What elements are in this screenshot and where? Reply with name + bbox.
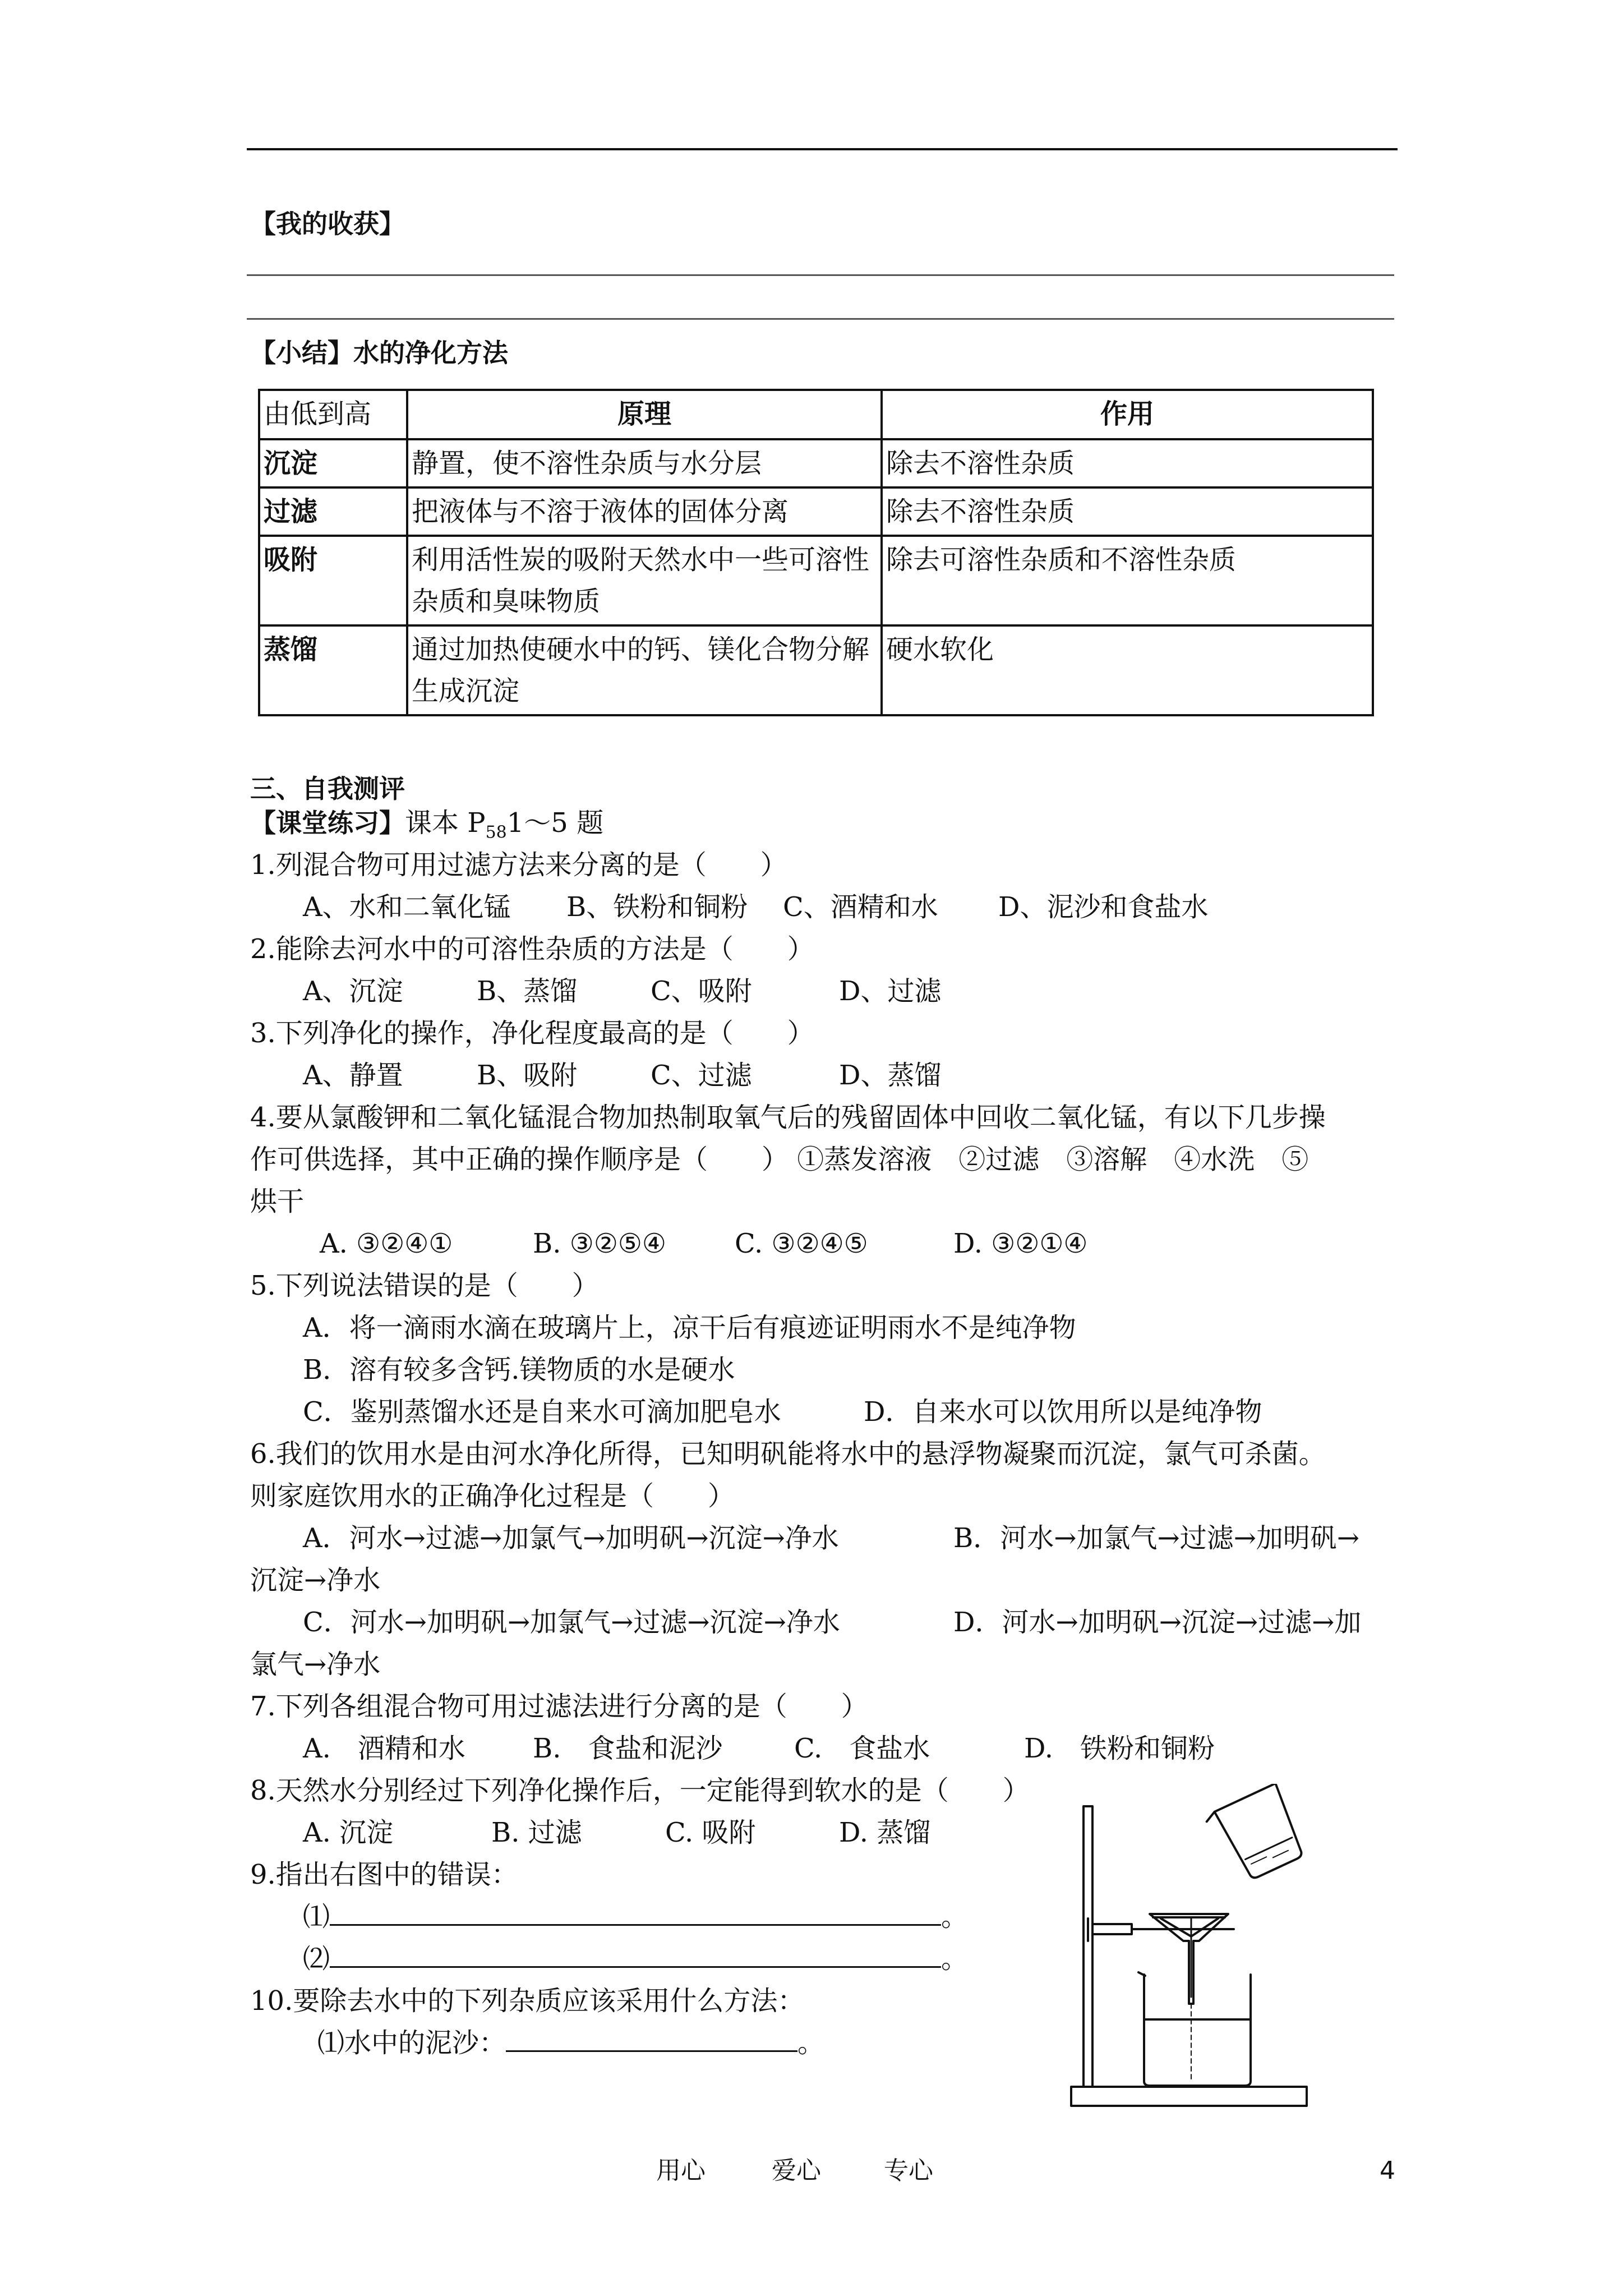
q1-option-b: B、铁粉和铜粉	[566, 891, 748, 923]
pouring-beaker	[1204, 1784, 1308, 1887]
question-6-line-1: 6.我们的饮用水是由河水净化所得，已知明矾能将水中的悬浮物凝聚而沉淀，氯气可杀菌。	[250, 1438, 1326, 1470]
effect-cell: 除去不溶性杂质	[882, 439, 1373, 487]
table-row	[259, 536, 1373, 625]
table-header-row	[259, 390, 1373, 439]
q3-option-b: B、吸附	[477, 1060, 578, 1091]
q2-option-d: D、过滤	[839, 976, 942, 1007]
q5-option-d: D．自来水可以饮用所以是纯净物	[864, 1396, 1262, 1428]
question-8: 8.天然水分别经过下列净化操作后，一定能得到软水的是（ ）	[250, 1775, 1030, 1806]
q6-option-b-cont: 沉淀→净水	[250, 1565, 381, 1596]
harvest-title: 【我的收获】	[250, 209, 405, 239]
q6-option-c: C．河水→加明矾→加氯气→过滤→沉淀→净水	[303, 1607, 840, 1638]
q9-answer-2	[303, 1942, 968, 1976]
stand-base	[1071, 2087, 1307, 2106]
beaker	[1144, 1975, 1251, 2086]
table-row	[259, 487, 1373, 536]
question-3: 3.下列净化的操作，净化程度最高的是（ ）	[250, 1018, 814, 1049]
principle-cell: 静置，使不溶性杂质与水分层	[407, 439, 882, 487]
q8-option-b: B. 过滤	[491, 1817, 582, 1848]
header-order: 由低到高	[259, 390, 407, 439]
header-principle: 原理	[407, 390, 882, 439]
q9-answer-1	[303, 1900, 968, 1934]
q1-option-c: C、酒精和水	[783, 891, 938, 923]
question-4-line-2: 作可供选择，其中正确的操作顺序是（ ） ①蒸发溶液 ②过滤 ③溶解 ④水洗 ⑤	[250, 1144, 1309, 1175]
q4-option-b: B. ③②⑤④	[533, 1228, 666, 1259]
q6-option-d: D．河水→加明矾→沉淀→过滤→加	[953, 1607, 1362, 1638]
q7-option-a: A. 酒精和水	[303, 1733, 465, 1764]
question-1: 1.列混合物可用过滤方法来分离的是（ ）	[250, 849, 787, 881]
question-6-line-2: 则家庭饮用水的正确净化过程是（ ）	[250, 1480, 735, 1512]
header-rule	[247, 148, 1398, 150]
q2-option-b: B、蒸馏	[477, 976, 578, 1007]
principle-cell: 利用活性炭的吸附天然水中一些可溶性杂质和臭味物质	[407, 536, 882, 625]
question-10: 10.要除去水中的下列杂质应该采用什么方法：	[250, 1985, 805, 2017]
q4-option-a: A. ③②④①	[320, 1228, 453, 1259]
q9-answer-1-marker: ⑴	[303, 1901, 330, 1932]
q6-option-b: B．河水→加氯气→过滤→加明矾→	[953, 1522, 1360, 1554]
table-row	[259, 439, 1373, 487]
question-4-line-3: 烘干	[250, 1186, 305, 1217]
question-7: 7.下列各组混合物可用过滤法进行分离的是（ ）	[250, 1691, 868, 1722]
q4-option-d: D. ③②①④	[953, 1228, 1088, 1259]
footer-motto-2: 爱心	[772, 2156, 821, 2185]
q8-option-c: C. 吸附	[665, 1817, 756, 1848]
q10-answer-1-label: ⑴水中的泥沙：	[317, 2027, 506, 2059]
question-4-line-1: 4.要从氯酸钾和二氧化锰混合物加热制取氧气后的残留固体中回收二氧化锰，有以下几步操	[250, 1102, 1326, 1133]
funnel	[1150, 1914, 1228, 2004]
effect-cell: 除去不溶性杂质	[882, 487, 1373, 536]
q8-option-a: A. 沉淀	[303, 1817, 394, 1848]
q9-answer-1-period: 。	[941, 1901, 969, 1932]
filtration-apparatus-figure	[1054, 1784, 1346, 2120]
method-cell: 过滤	[259, 487, 407, 536]
q5-option-a: A．将一滴雨水滴在玻璃片上，凉干后有痕迹证明雨水不是纯净物	[303, 1312, 1076, 1343]
principle-cell: 通过加热使硬水中的钙、镁化合物分解生成沉淀	[407, 625, 882, 715]
question-2: 2.能除去河水中的可溶性杂质的方法是（ ）	[250, 933, 814, 965]
footer-motto-1: 用心	[656, 2156, 706, 2185]
q9-answer-2-marker: ⑵	[303, 1943, 330, 1975]
q6-option-a: A．河水→过滤→加氯气→加明矾→沉淀→净水	[303, 1522, 839, 1554]
footer-motto-3: 专心	[884, 2156, 933, 2185]
q1-option-a: A、水和二氧化锰	[303, 891, 511, 923]
q5-option-c: C．鉴别蒸馏水还是自来水可滴加肥皂水	[303, 1396, 781, 1428]
q3-option-d: D、蒸馏	[839, 1060, 942, 1091]
q2-option-c: C、吸附	[651, 976, 752, 1007]
question-5: 5.下列说法错误的是（ ）	[250, 1270, 599, 1301]
q5-option-b: B．溶有较多含钙.镁物质的水是硬水	[303, 1354, 735, 1386]
method-cell: 沉淀	[259, 439, 407, 487]
q7-option-d: D. 铁粉和铜粉	[1024, 1733, 1215, 1764]
ring-clamp	[1092, 1924, 1132, 1934]
q4-option-c: C. ③②④⑤	[735, 1228, 868, 1259]
q3-option-a: A、静置	[303, 1060, 403, 1091]
table-row	[259, 625, 1373, 715]
class-practice-label: 【课堂练习】	[250, 808, 405, 838]
class-practice-post: 1～5 题	[506, 807, 604, 839]
effect-cell: 除去可溶性杂质和不溶性杂质	[882, 536, 1373, 625]
q3-option-c: C、过滤	[651, 1060, 752, 1091]
stand-rod	[1083, 1806, 1092, 2087]
q8-option-d: D. 蒸馏	[839, 1817, 931, 1848]
header-effect: 作用	[882, 390, 1373, 439]
class-practice-pre: 课本 P	[405, 807, 486, 839]
class-practice-line	[250, 806, 603, 850]
question-9: 9.指出右图中的错误：	[250, 1859, 518, 1890]
q10-answer-1-period: 。	[797, 2027, 825, 2059]
q7-option-c: C. 食盐水	[794, 1733, 930, 1764]
class-practice-page-sub: 58	[485, 822, 507, 843]
q9-answer-1-blank[interactable]	[330, 1902, 941, 1926]
harvest-answer-line-1	[247, 274, 1394, 276]
page-number: 4	[1380, 2156, 1395, 2185]
purification-summary-table	[258, 389, 1374, 716]
summary-title: 【小结】水的净化方法	[250, 338, 508, 368]
q2-option-a: A、沉淀	[303, 976, 403, 1007]
harvest-answer-line-2	[247, 318, 1394, 320]
q10-answer-1-blank[interactable]	[506, 2028, 797, 2052]
q9-answer-2-period: 。	[941, 1943, 969, 1975]
method-cell: 蒸馏	[259, 625, 407, 715]
self-eval-title: 三、自我测评	[250, 774, 405, 804]
method-cell: 吸附	[259, 536, 407, 625]
q1-option-d: D、泥沙和食盐水	[998, 891, 1209, 923]
q10-answer-1	[317, 2026, 824, 2060]
effect-cell: 硬水软化	[882, 625, 1373, 715]
q6-option-d-cont: 氯气→净水	[250, 1649, 381, 1680]
q9-answer-2-blank[interactable]	[330, 1944, 941, 1968]
q7-option-b: B. 食盐和泥沙	[533, 1733, 723, 1764]
principle-cell: 把液体与不溶于液体的固体分离	[407, 487, 882, 536]
